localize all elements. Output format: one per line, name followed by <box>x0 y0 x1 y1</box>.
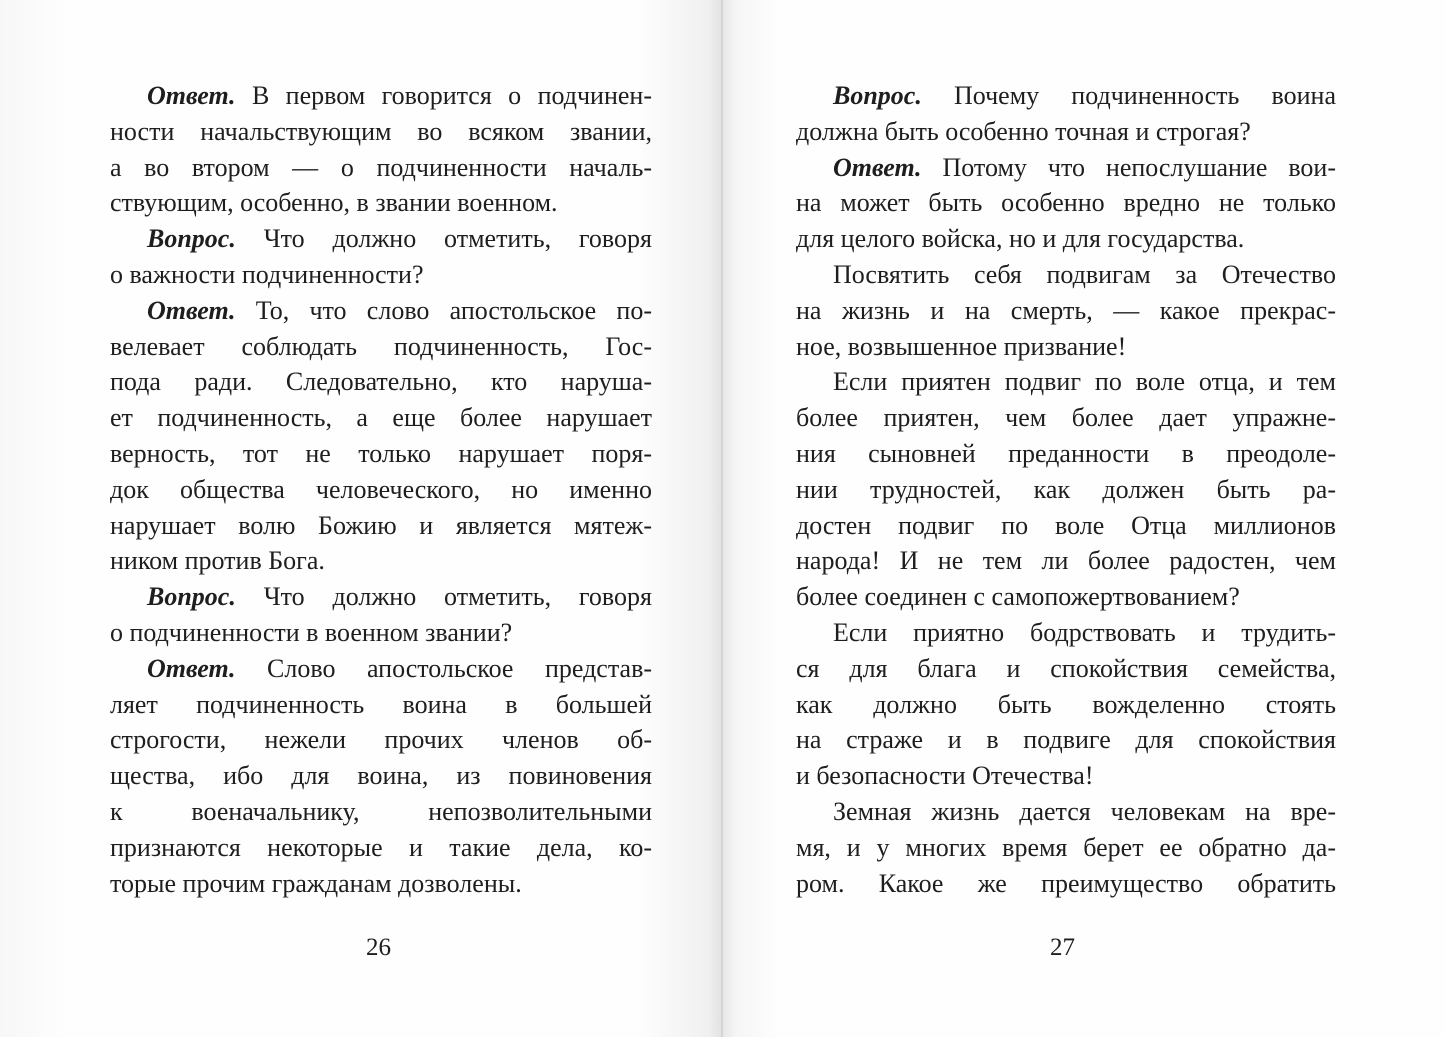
text-line <box>110 185 652 221</box>
line-text: на страже и в подвиге для спокойствия <box>796 725 1336 755</box>
text-line <box>796 400 1336 436</box>
text-line <box>110 472 652 508</box>
text-line <box>110 508 652 544</box>
text-line <box>110 794 652 830</box>
page-text <box>110 78 652 901</box>
text-line <box>796 436 1336 472</box>
text-line <box>110 866 652 902</box>
line-text: Если приятен подвиг по воле отца, и тем <box>833 367 1336 397</box>
line-text: ния сыновней преданности в преодоле- <box>796 438 1336 468</box>
line-text: щества, ибо для воина, из повиновения <box>110 761 652 791</box>
line-text: велевает соблюдать подчиненность, Гос- <box>110 331 652 361</box>
line-text: док общества человеческого, но именно <box>110 474 652 504</box>
line-text: более соединен с самопожертвованием? <box>796 582 1240 612</box>
text-line <box>796 293 1336 329</box>
text-line <box>796 329 1336 365</box>
text-line <box>796 615 1336 651</box>
line-text: для целого войска, но и для государства. <box>796 224 1245 254</box>
line-text: строгости, нежели прочих членов об- <box>110 725 652 755</box>
page-text <box>796 78 1336 901</box>
text-line <box>110 150 652 186</box>
text-line <box>110 221 652 257</box>
text-line <box>110 257 652 293</box>
text-line <box>110 364 652 400</box>
line-text: а во втором — о подчиненности началь- <box>110 152 652 182</box>
text-line <box>796 722 1336 758</box>
line-text: достен подвиг по воле Отца миллионов <box>796 510 1336 540</box>
text-line <box>796 794 1336 830</box>
text-line <box>796 364 1336 400</box>
text-line <box>110 436 652 472</box>
speaker-label: Вопрос. <box>833 81 922 110</box>
line-text: Потому что непослушание вои- <box>921 152 1336 182</box>
line-text: Земная жизнь дается человекам на вре- <box>833 796 1336 826</box>
text-line <box>110 579 652 615</box>
line-text: торые прочим гражданам дозволены. <box>110 868 522 898</box>
book-gutter <box>721 0 723 1037</box>
line-text: Посвятить себя подвигам за Отечество <box>833 259 1336 289</box>
line-text: на может быть особенно вредно не только <box>796 188 1336 218</box>
text-line <box>110 830 652 866</box>
speaker-label: Ответ. <box>147 295 236 325</box>
speaker-label: Вопрос. <box>147 582 236 612</box>
page-number: 27 <box>1050 934 1075 961</box>
text-line <box>796 758 1336 794</box>
line-text: ет подчиненность, а еще более нарушает <box>110 403 652 433</box>
text-line <box>110 293 652 329</box>
text-line <box>110 78 652 114</box>
line-text: То, что слово апостольское по- <box>235 295 652 325</box>
line-text: ром. Какое же преимущество обратить <box>796 868 1336 898</box>
page-number: 26 <box>366 934 391 961</box>
right-page <box>722 0 1445 1037</box>
line-text: должна быть особенно точная и строгая? <box>796 116 1251 146</box>
line-text: ляет подчиненность воина в большей <box>110 689 652 719</box>
text-line <box>796 651 1336 687</box>
line-text: ся для блага и спокойствия семейства, <box>796 653 1336 683</box>
line-text: ствующим, особенно, в звании военном. <box>110 188 558 218</box>
text-line <box>796 543 1336 579</box>
text-line <box>110 400 652 436</box>
text-line <box>796 687 1336 723</box>
text-line <box>796 221 1336 257</box>
speaker-label: Ответ. <box>147 653 236 683</box>
text-line <box>110 758 652 794</box>
speaker-label: Вопрос. <box>147 224 236 254</box>
line-text: ником против Бога. <box>110 546 325 576</box>
line-text: Что должно отметить, говоря <box>235 224 652 254</box>
text-line <box>796 508 1336 544</box>
text-line <box>796 114 1336 150</box>
line-text: В первом говорится о подчинен- <box>235 81 652 110</box>
text-line <box>796 185 1336 221</box>
text-line <box>110 543 652 579</box>
line-text: Если приятно бодрствовать и трудить- <box>833 617 1336 647</box>
text-line <box>110 687 652 723</box>
speaker-label: Ответ. <box>833 152 922 182</box>
left-page <box>0 0 722 1037</box>
line-text: нарушает волю Божию и является мятеж- <box>110 510 652 540</box>
line-text: и безопасности Отечества! <box>796 761 1094 791</box>
text-line <box>110 651 652 687</box>
line-text: о подчиненности в военном звании? <box>110 617 513 647</box>
line-text: пода ради. Следовательно, кто наруша- <box>110 367 652 397</box>
line-text: более приятен, чем более дает упражне- <box>796 403 1336 433</box>
text-line <box>796 579 1336 615</box>
line-text: как должно быть вожделенно стоять <box>796 689 1336 719</box>
line-text: к военачальнику, непозволительными <box>110 796 652 826</box>
text-line <box>796 866 1336 902</box>
line-text: Что должно отметить, говоря <box>235 582 652 612</box>
text-line <box>110 114 652 150</box>
line-text: ности начальствующим во всяком звании, <box>110 116 652 146</box>
line-text: мя, и у многих время берет ее обратно да- <box>796 832 1336 862</box>
speaker-label: Ответ. <box>147 81 236 110</box>
text-line <box>796 78 1336 114</box>
line-text: верность, тот не только нарушает поря- <box>110 438 652 468</box>
line-text: Слово апостольское представ- <box>235 653 652 683</box>
text-line <box>110 722 652 758</box>
line-text: народа! И не тем ли более радостен, чем <box>796 546 1336 576</box>
line-text: ное, возвышенное призвание! <box>796 331 1127 361</box>
line-text: Почему подчиненность воина <box>921 81 1336 110</box>
line-text: о важности подчиненности? <box>110 259 424 289</box>
line-text: на жизнь и на смерть, — какое прекрас- <box>796 295 1336 325</box>
text-line <box>110 615 652 651</box>
text-line <box>796 150 1336 186</box>
line-text: нии трудностей, как должен быть ра- <box>796 474 1336 504</box>
text-line <box>796 257 1336 293</box>
text-line <box>110 329 652 365</box>
text-line <box>796 830 1336 866</box>
line-text: признаются некоторые и такие дела, ко- <box>110 832 652 862</box>
text-line <box>796 472 1336 508</box>
